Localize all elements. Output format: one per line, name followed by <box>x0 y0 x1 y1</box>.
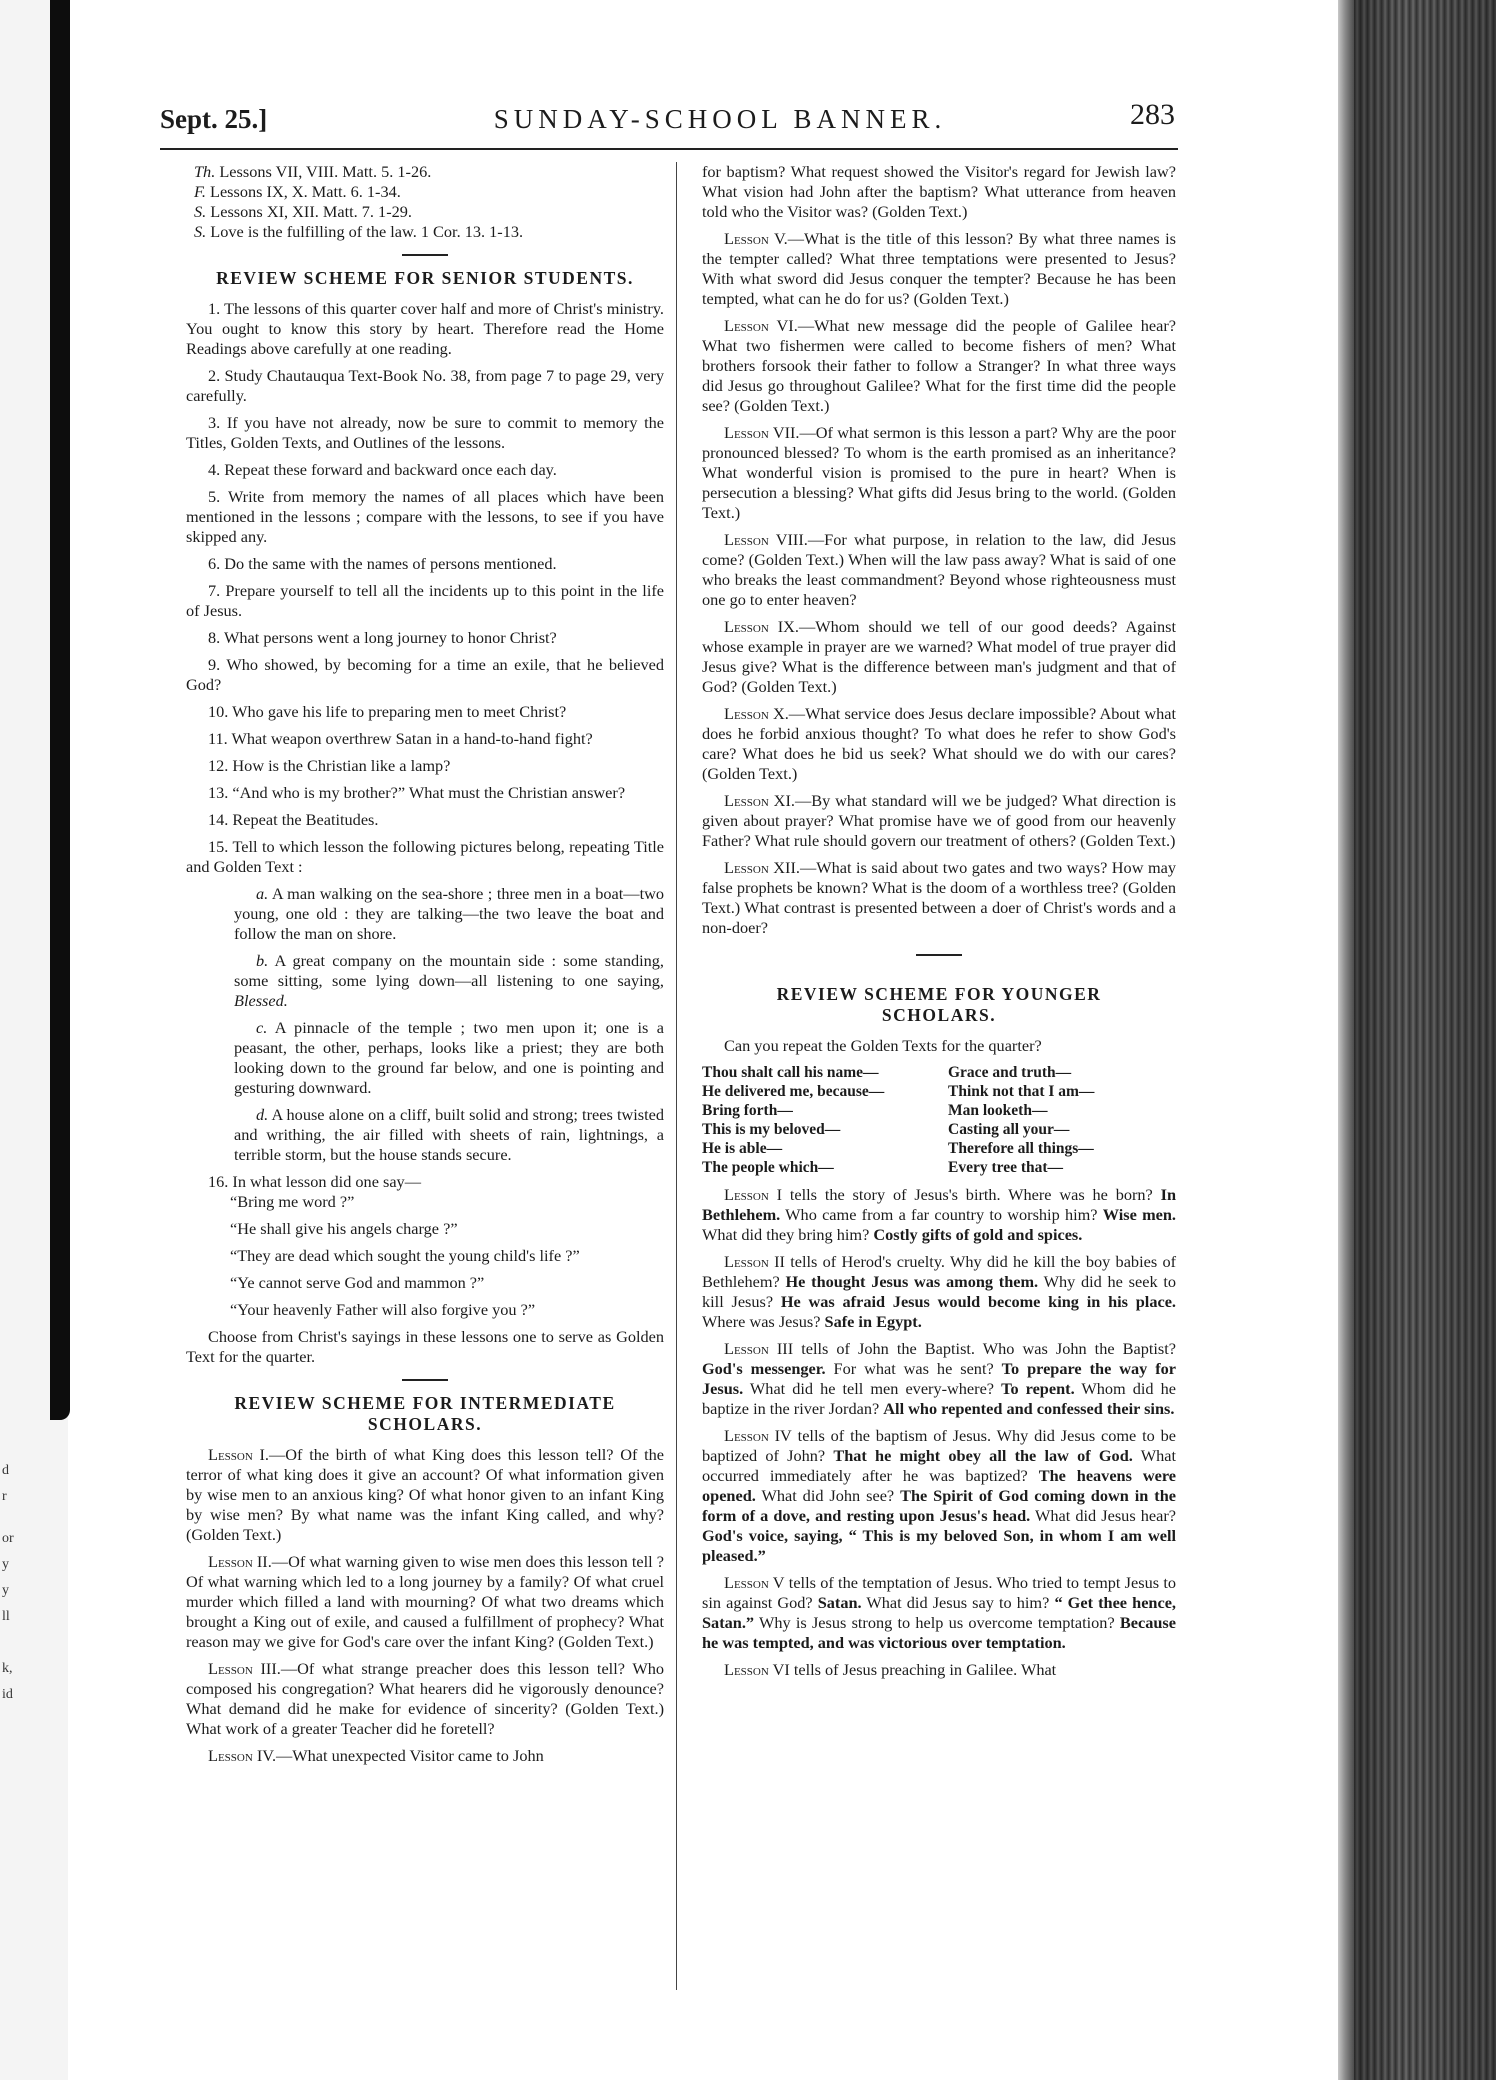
answer-text: All who repented and confessed their sins. <box>883 1399 1175 1418</box>
answer-text: Costly gifts of gold and spices. <box>873 1225 1083 1244</box>
column-divider <box>676 162 677 1990</box>
senior-item: 9. Who showed, by becoming for a time an exile, that he believed God? <box>186 655 664 694</box>
separator-rule <box>916 954 962 956</box>
question-text: Why did he seek to kill Jesus? <box>702 1272 1176 1311</box>
younger-lesson <box>702 1660 1176 1680</box>
answer-text: The heavens were opened. <box>702 1466 1176 1505</box>
bleed-fragment: y <box>2 1557 9 1572</box>
reading-text: Love is the fulfilling of the law. 1 Cor. 13. 1-13. <box>210 222 524 241</box>
reading-row <box>186 202 664 222</box>
senior-item: 12. How is the Christian like a lamp? <box>208 756 451 775</box>
question-text: For what was he sent? <box>825 1359 1002 1378</box>
answer-text: “ Get thee hence, Satan.” <box>702 1593 1177 1632</box>
answer-text: God's messenger. <box>702 1359 826 1378</box>
bleed-fragment: k, <box>2 1661 13 1676</box>
senior-scheme <box>186 299 664 877</box>
younger-lesson <box>702 1426 1176 1566</box>
home-readings-list <box>186 162 664 242</box>
reading-text: Lessons VII, VIII. Matt. 5. 1-26. <box>219 162 432 181</box>
lesson-paragraph <box>186 1552 664 1652</box>
younger-intro: Can you repeat the Golden Texts for the quarter? <box>724 1036 1042 1055</box>
picture-text: A man walking on the sea-shore ; three men in a boat—two young, one old : they are talking—the two leave the boat and follow the man on shore. <box>234 884 665 943</box>
golden-text-cue: Every tree that— <box>948 1159 1064 1176</box>
answer-text: The Spirit of God coming down in the form of a dove, and resting upon Jesus's head. <box>702 1486 1176 1525</box>
answer-text: Satan. <box>817 1593 862 1612</box>
picture-letter: a. <box>256 884 269 903</box>
answer-text: To prepare the way for Jesus. <box>702 1359 1177 1398</box>
bleed-fragment: id <box>2 1687 13 1702</box>
lesson-paragraph <box>702 858 1176 938</box>
lesson-label: Lesson V <box>724 1573 785 1592</box>
picture-letter: c. <box>256 1018 268 1037</box>
question-text: tells the story of Jesus's birth. Where was he born? <box>782 1185 1161 1204</box>
lesson-text: —Of what warning given to wise men does this lesson tell ? Of what warning which led to a long journey by a family? Of what cruel murder which filled a land with mourning? Of what two dreams which brought a King out of exile, and caused a fulfillment of prophecy? What reason may we give for God's care over the infant King? (Golden Text.) <box>186 1552 664 1651</box>
separator-rule <box>402 1379 448 1381</box>
question-text: tells of John the Baptist. Who was John the Baptist? <box>793 1339 1176 1358</box>
lesson-paragraph <box>702 423 1176 523</box>
answer-text: He was afraid Jesus would become king in his place. <box>780 1292 1176 1311</box>
lesson-text: —By what standard will we be judged? What direction is given about prayer? What promise have we of good from our heavenly Father? What rule should govern our treatment of others? (Golden Text.) <box>702 791 1176 850</box>
lesson-text: —What unexpected Visitor came to John <box>276 1746 544 1765</box>
bleed-fragment: r <box>2 1489 7 1504</box>
senior-item: 14. Repeat the Beatitudes. <box>208 810 379 829</box>
reading-day: S. <box>194 202 207 221</box>
lesson-label: Lesson VII. <box>724 423 800 442</box>
senior-item: 4. Repeat these forward and backward once each day. <box>208 460 557 479</box>
quote-line: “Bring me word ?” <box>230 1192 355 1211</box>
lesson-paragraph <box>702 791 1176 851</box>
choose-text: Choose from Christ's sayings in these lessons one to serve as Golden Text for the quarter. <box>186 1327 664 1366</box>
quote-line: “They are dead which sought the young child's life ?” <box>230 1246 580 1265</box>
golden-text-cue: Grace and truth— <box>948 1064 1072 1081</box>
lesson-text: —What new message did the people of Galilee hear? What two fishermen were called to become fishers of men? What brothers forsook their father to follow a Stranger? In what three ways did Jesus go throughout Galilee? What for the first time did the people see? (Golden Text.) <box>702 316 1176 415</box>
book-page-stack <box>1354 0 1496 2080</box>
lesson-label: Lesson VI. <box>724 316 798 335</box>
lesson-text: —For what purpose, in relation to the law, did Jesus come? (Golden Text.) When will the law pass away? What is said of one who breaks the least commandment? Beyond whose righteousness must one go to enter heaven? <box>702 530 1176 609</box>
lesson-label: Lesson X. <box>724 704 789 723</box>
quote-line: “He shall give his angels charge ?” <box>230 1219 458 1238</box>
answer-text: Wise men. <box>1102 1205 1176 1224</box>
reading-row <box>186 162 664 182</box>
answer-text: That he might obey all the law of God. <box>833 1446 1133 1465</box>
question-text: tells of Jesus preaching in Galilee. What <box>789 1660 1057 1679</box>
lesson-text: —Of what sermon is this lesson a part? Why are the poor pronounced blessed? To whom is the earth promised as an inheritance? What wonderful vision is promised to the pure in heart? When is persecution a blessing? What gifts did Jesus bring to the world. (Golden Text.) <box>702 423 1176 522</box>
lesson-label: Lesson I <box>724 1185 783 1204</box>
senior-item: 7. Prepare yourself to tell all the incidents up to this point in the life of Jesus. <box>186 581 664 620</box>
lesson-label: Lesson VIII. <box>724 530 808 549</box>
intermediate-heading: REVIEW SCHEME FOR INTERMEDIATE SCHOLARS. <box>234 1393 616 1434</box>
lesson-text: —What service does Jesus declare impossible? About what does he forbid anxious thought? To what does he refer to show God's care? What does he bid us seek? What should we do with our cares? (Golden Text.) <box>702 704 1176 783</box>
running-header <box>160 98 1175 144</box>
lesson-label: Lesson II <box>724 1252 785 1271</box>
reading-text: Lessons XI, XII. Matt. 7. 1-29. <box>210 202 412 221</box>
answer-text: He thought Jesus was among them. <box>785 1272 1039 1291</box>
picture-item <box>186 1105 664 1165</box>
picture-text: A pinnacle of the temple ; two men upon it; one is a peasant, the other, perhaps, looks like a priest; they are both looking down to the ground far below, and one is pointing and gesturing downward. <box>234 1018 665 1097</box>
lesson-text: —Of what strange preacher does this lesson tell? Who composed his congregation? What hearers did he vigorously denounce? What demand did he make for evidence of sincerity? (Golden Text.) What work of a greater Teacher did he foretell? <box>186 1659 664 1738</box>
lesson-paragraph <box>702 229 1176 309</box>
question-text: What did they bring him? <box>702 1225 874 1244</box>
page-number: 283 <box>1130 98 1175 131</box>
question-text: What did Jesus hear? <box>1030 1506 1176 1525</box>
senior-heading: REVIEW SCHEME FOR SENIOR STUDENTS. <box>216 268 634 288</box>
younger-heading: REVIEW SCHEME FOR YOUNGER SCHOLARS. <box>776 984 1102 1025</box>
header-title: SUNDAY-SCHOOL BANNER. <box>493 104 947 134</box>
answer-text: God's voice, saying, “ This is my beloved Son, in whom I am well pleased.” <box>702 1526 1176 1565</box>
lesson-paragraph <box>702 704 1176 784</box>
lesson-label: Lesson II. <box>208 1552 272 1571</box>
bleed-fragment: ll <box>2 1609 10 1624</box>
golden-text-cue: Man looketh— <box>948 1102 1048 1119</box>
header-date: Sept. 25.] <box>160 104 268 134</box>
intermediate-continuation: for baptism? What request showed the Visitor's regard for Jewish law? What vision had John after the baptism? What utterance from heaven told who the Visitor was? (Golden Text.) <box>702 162 1176 221</box>
senior-item: 2. Study Chautauqua Text-Book No. 38, from page 7 to page 29, very carefully. <box>186 366 664 405</box>
picture-emphasis: Blessed. <box>234 991 288 1010</box>
left-page-edge <box>0 0 68 2080</box>
reading-day: Th. <box>194 162 216 181</box>
separator-rule <box>402 254 448 256</box>
golden-text-cue: He delivered me, because— <box>702 1083 885 1100</box>
question-16: 16. In what lesson did one say— <box>208 1172 421 1191</box>
golden-text-cue: Bring forth— <box>702 1102 793 1119</box>
reading-day: F. <box>194 182 206 201</box>
lesson-paragraph <box>186 1445 664 1545</box>
younger-lesson <box>702 1252 1176 1332</box>
question-text: Why is Jesus strong to help us overcome temptation? <box>754 1613 1120 1632</box>
lesson-text: —What is said about two gates and two ways? How may false prophets be known? What is the doom of a worthless tree? (Golden Text.) What contrast is presented between a doer of Christ's words and a non-doer? <box>702 858 1176 937</box>
quote-line: “Your heavenly Father will also forgive you ?” <box>230 1300 536 1319</box>
senior-item: 3. If you have not already, now be sure to commit to memory the Titles, Golden Texts, and Outlines of the lessons. <box>186 413 664 452</box>
picture-item <box>186 884 664 944</box>
lesson-label: Lesson III <box>724 1339 794 1358</box>
lesson-label: Lesson IV <box>724 1426 792 1445</box>
lesson-label: Lesson V. <box>724 229 788 248</box>
reading-text: Lessons IX, X. Matt. 6. 1-34. <box>210 182 401 201</box>
lesson-label: Lesson XI. <box>724 791 795 810</box>
reading-row <box>186 222 664 242</box>
question-text: tells of Herod's cruelty. Why did he kill the boy babies of Bethlehem? <box>702 1252 1177 1291</box>
reading-day: S. <box>194 222 207 241</box>
lesson-label: Lesson XII. <box>724 858 800 877</box>
golden-texts-grid <box>702 1063 1176 1177</box>
lesson-text: —What is the title of this lesson? By what three names is the tempter called? What three temptations were presented to Jesus? With what sword did Jesus conquer the tempter? Because he has been tempted, what can he do for us? (Golden Text.) <box>702 229 1176 308</box>
question-text: Who came from a far country to worship him? <box>780 1205 1103 1224</box>
picture-item <box>186 1018 664 1098</box>
answer-text: Safe in Egypt. <box>824 1312 922 1331</box>
golden-text-cue: Thou shalt call his name— <box>702 1064 879 1081</box>
senior-item: 8. What persons went a long journey to honor Christ? <box>208 628 557 647</box>
lesson-label: Lesson IX. <box>724 617 799 636</box>
answer-text: Because he was tempted, and was victorious over temptation. <box>702 1613 1176 1652</box>
lesson-paragraph <box>186 1659 664 1739</box>
question-text: tells of the temptation of Jesus. Who tried to tempt Jesus to sin against God? <box>702 1573 1176 1612</box>
right-column <box>702 162 1176 1687</box>
senior-item: 11. What weapon overthrew Satan in a hand-to-hand fight? <box>208 729 593 748</box>
question-text: What did he tell men every-where? <box>743 1379 1002 1398</box>
question-text: tells of the baptism of Jesus. Why did Jesus come to be baptized of John? <box>702 1426 1176 1465</box>
lesson-text: —Whom should we tell of our good deeds? Against whose example in prayer are we warned? What model of true prayer did Jesus give? What is the difference between man's judgment and that of God? (Golden Text.) <box>702 617 1177 696</box>
golden-text-cue: The people which— <box>702 1159 834 1176</box>
golden-text-cue: Think not that I am— <box>948 1083 1095 1100</box>
question-text: Where was Jesus? <box>702 1312 825 1331</box>
left-column <box>186 162 664 1773</box>
lesson-paragraph <box>702 316 1176 416</box>
senior-item: 10. Who gave his life to preparing men to meet Christ? <box>208 702 567 721</box>
question-text: What did John see? <box>755 1486 901 1505</box>
lesson-paragraph <box>702 617 1176 697</box>
lesson-label: Lesson VI <box>724 1660 790 1679</box>
senior-item: 1. The lessons of this quarter cover half and more of Christ's ministry. You ought to know this story by heart. Therefore read the Home Readings above carefully at one reading. <box>186 299 664 358</box>
question-text: What did Jesus say to him? <box>861 1593 1055 1612</box>
picture-letter: b. <box>256 951 269 970</box>
question-text: What occurred immediately after he was baptized? <box>702 1446 1176 1485</box>
spine-shadow <box>50 0 70 1420</box>
senior-item: 15. Tell to which lesson the following pictures belong, repeating Title and Golden Text : <box>186 837 664 876</box>
picture-list <box>186 884 664 1165</box>
lesson-label: Lesson I. <box>208 1445 270 1464</box>
golden-text-cue: This is my beloved— <box>702 1121 841 1138</box>
golden-text-cue: He is able— <box>702 1140 783 1157</box>
quote-list <box>186 1192 664 1320</box>
lesson-label: Lesson III. <box>208 1659 281 1678</box>
picture-item <box>186 951 664 1011</box>
younger-lesson <box>702 1573 1176 1653</box>
younger-lessons <box>702 1185 1176 1680</box>
header-rule <box>160 148 1178 150</box>
picture-text: A great company on the mountain side : some standing, some sitting, some lying down—all listening to one saying, <box>234 951 664 990</box>
golden-text-cue: Therefore all things— <box>948 1140 1094 1157</box>
answer-text: To repent. <box>1001 1379 1075 1398</box>
lesson-text: —Of the birth of what King does this lesson tell? Of the terror of what king does it give an account? Of what information given by wise men to an anxious king? Of what honor given to an infant King by wise men? By what name was the infant King called, and why? (Golden Text.) <box>186 1445 665 1544</box>
intermediate-lessons-right <box>702 229 1176 938</box>
senior-item: 6. Do the same with the names of persons mentioned. <box>208 554 557 573</box>
page-edge-shadow <box>1338 0 1354 2080</box>
golden-text-cue: Casting all your— <box>948 1121 1070 1138</box>
reading-row <box>186 182 664 202</box>
bleed-fragment: or <box>2 1531 14 1546</box>
senior-item: 13. “And who is my brother?” What must the Christian answer? <box>208 783 626 802</box>
lesson-paragraph <box>702 530 1176 610</box>
senior-item: 5. Write from memory the names of all places which have been mentioned in the lessons ; compare with the lessons, to see if you have skipped any. <box>186 487 664 546</box>
quote-line: “Ye cannot serve God and mammon ?” <box>230 1273 485 1292</box>
answer-text: In Bethlehem. <box>702 1185 1177 1224</box>
intermediate-lessons-left <box>186 1445 664 1766</box>
picture-text: A house alone on a cliff, built solid and strong; trees twisted and writhing, the air filled with sheets of rain, lightnings, a terrible storm, but the house stands secure. <box>234 1105 664 1164</box>
question-text: Whom did he baptize in the river Jordan? <box>702 1379 1176 1418</box>
younger-lesson <box>702 1339 1176 1419</box>
lesson-label: Lesson IV. <box>208 1746 277 1765</box>
picture-letter: d. <box>256 1105 269 1124</box>
younger-lesson <box>702 1185 1176 1245</box>
lesson-paragraph <box>186 1746 664 1766</box>
bleed-fragment: d <box>2 1463 9 1478</box>
bleed-fragment: y <box>2 1583 9 1598</box>
